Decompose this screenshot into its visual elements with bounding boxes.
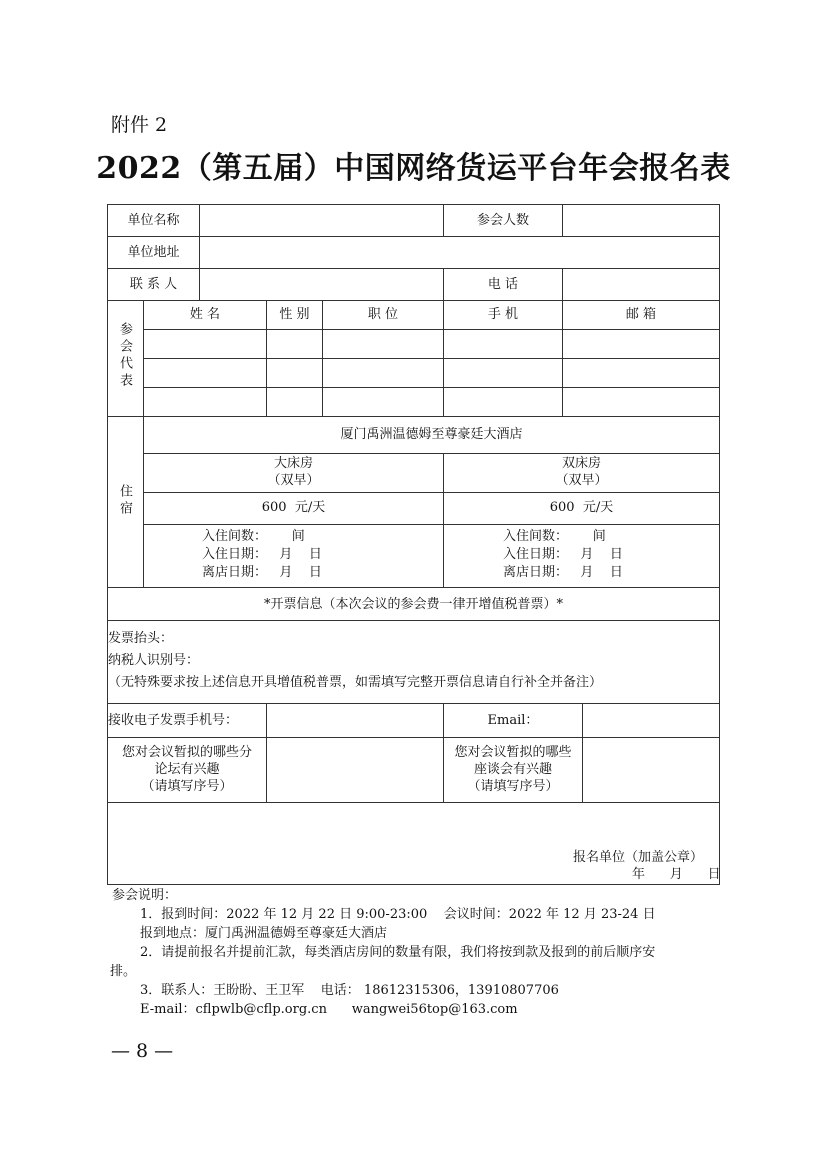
contact-input[interactable] — [200, 269, 443, 300]
tax-id-field[interactable]: 纳税人识别号： — [108, 653, 200, 668]
attendee-count-label: 参会人数 — [476, 213, 529, 228]
row-line — [143, 453, 720, 454]
row-line — [143, 329, 720, 330]
symposium-interest-input[interactable] — [583, 738, 719, 802]
twin-checkout-date[interactable]: 离店日期： 月 日 — [503, 565, 623, 580]
invoice-title-field[interactable]: 发票抬头： — [108, 631, 174, 646]
header-position: 职 位 — [367, 307, 399, 322]
invoice-info-heading: *开票信息（本次会议的参会费一律开增值税普票）* — [263, 597, 563, 612]
signature-unit: 报名单位（加盖公章） — [573, 850, 704, 865]
room-big-breakfast: （双早） — [267, 473, 320, 488]
notes-heading: 参会说明： — [112, 888, 178, 903]
symposium-interest-label: 您对会议暂拟的哪些 座谈会有兴趣 （请填写序号） — [454, 745, 572, 794]
e-invoice-phone-input[interactable] — [267, 704, 443, 737]
forum-interest-input[interactable] — [267, 738, 443, 802]
header-mobile: 手 机 — [487, 307, 519, 322]
contact-label: 联 系 人 — [129, 277, 178, 292]
table-border-bottom — [107, 884, 720, 885]
notes-line-3a: 2．请提前报名并提前汇款，每类酒店房间的数量有限，我们将按到款及报到的前后顺序安 — [140, 945, 656, 960]
room-twin-label: 双床房 — [561, 456, 601, 471]
row-line — [143, 358, 720, 359]
notes-line-2: 报到地点：厦门禹洲温德姆至尊豪廷大酒店 — [140, 926, 388, 941]
notes-line-1: 1．报到时间：2022 年 12 月 22 日 9:00-23:00 会议时间：2022 年 12 月 23-24 日 — [140, 907, 656, 922]
big-rooms-count[interactable]: 入住间数： 间 — [202, 529, 305, 544]
notes-section — [112, 886, 722, 1019]
table-border-right — [719, 204, 720, 885]
notes-line-4: 3．联系人：王盼盼、王卫军 电话： 18612315306，13910807706 — [140, 983, 559, 998]
lodging-label: 住宿 — [117, 484, 132, 518]
invoice-note: （无特殊要求按上述信息开具增值税普票，如需填写完整开票信息请自行补全并备注） — [108, 675, 603, 690]
phone-label: 电 话 — [487, 277, 519, 292]
unit-name-label: 单位名称 — [127, 213, 180, 228]
attachment-label: 附件 2 — [111, 114, 168, 136]
header-email: 邮 箱 — [625, 307, 657, 322]
big-checkout-date[interactable]: 离店日期： 月 日 — [202, 565, 322, 580]
row-line — [107, 802, 720, 803]
row-line — [107, 300, 720, 301]
notes-line-3b: 排。 — [110, 964, 137, 979]
e-invoice-phone-label: 接收电子发票手机号： — [108, 713, 239, 728]
signature-date: 年 月 日 — [632, 867, 721, 882]
row-line — [143, 492, 720, 493]
row-line — [143, 524, 720, 525]
email-input[interactable] — [583, 704, 719, 737]
unit-address-input[interactable] — [200, 237, 719, 268]
big-checkin-date[interactable]: 入住日期： 月 日 — [202, 547, 322, 562]
delegates-label: 参会代表 — [117, 322, 132, 390]
phone-input[interactable] — [563, 269, 719, 300]
row-line — [107, 587, 720, 588]
header-gender: 性 别 — [279, 307, 310, 322]
row-line — [107, 416, 720, 417]
unit-name-input[interactable] — [200, 205, 443, 236]
room-twin-price: 600 元/天 — [549, 500, 614, 515]
room-big-label: 大床房 — [273, 456, 313, 471]
room-big-price: 600 元/天 — [261, 500, 326, 515]
notes-line-5: E-mail：cflpwlb@cflp.org.cn wangwei56top@163.com — [140, 1002, 518, 1017]
room-twin-breakfast: （双早） — [555, 473, 608, 488]
col-line — [143, 300, 144, 587]
forum-interest-label: 您对会议暂拟的哪些分 论坛有兴趣 （请填写序号） — [121, 745, 252, 794]
attendee-count-input[interactable] — [563, 205, 719, 236]
header-name: 姓 名 — [189, 307, 221, 322]
unit-address-label: 单位地址 — [127, 245, 180, 260]
page-number: — 8 — — [111, 1040, 174, 1062]
form-title: 2022（第五届）中国网络货运平台年会报名表 — [96, 151, 731, 186]
row-line — [143, 387, 720, 388]
twin-checkin-date[interactable]: 入住日期： 月 日 — [503, 547, 623, 562]
row-line — [107, 620, 720, 621]
twin-rooms-count[interactable]: 入住间数： 间 — [503, 529, 606, 544]
email-label: Email： — [487, 713, 539, 728]
hotel-name: 厦门禹洲温德姆至尊豪廷大酒店 — [340, 427, 523, 442]
